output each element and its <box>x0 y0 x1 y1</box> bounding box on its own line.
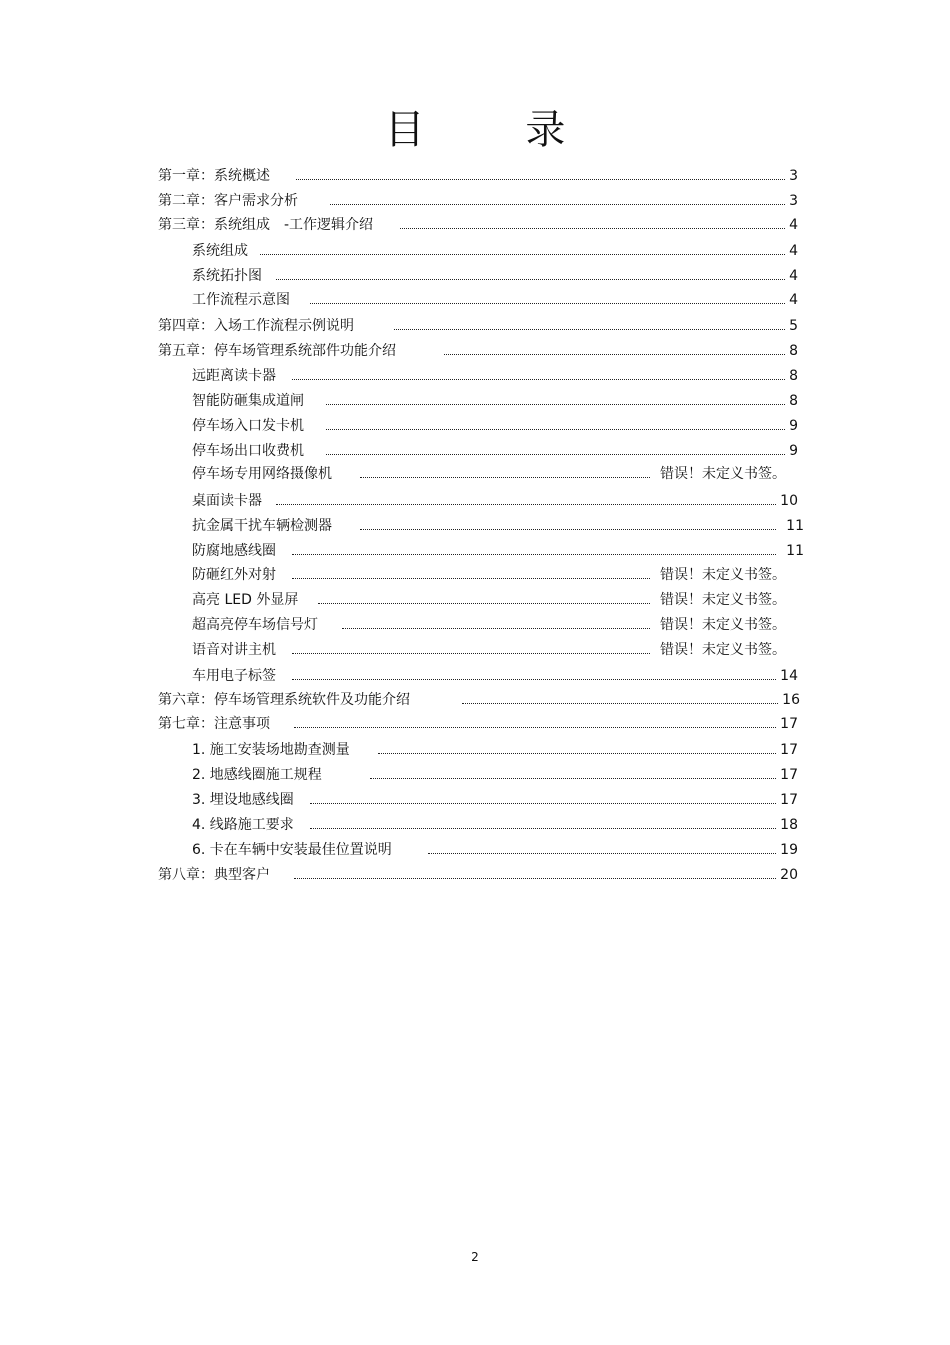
toc-leader <box>292 567 650 579</box>
toc-entry[interactable] <box>192 740 798 760</box>
toc-leader <box>310 292 785 304</box>
toc-entry-page: 8 <box>789 343 798 359</box>
toc-leader <box>394 318 785 330</box>
toc-entry-label: 系统组成 <box>192 243 248 259</box>
toc-entry-page: 20 <box>780 867 798 883</box>
toc-entry-page: 3 <box>789 193 798 209</box>
page-number: 2 <box>471 1250 479 1264</box>
toc-leader <box>326 393 785 405</box>
toc-entry[interactable] <box>192 464 786 484</box>
toc-entry[interactable] <box>192 541 804 561</box>
toc-entry-label: 停车场入口发卡机 <box>192 418 304 434</box>
toc-leader <box>310 792 776 804</box>
toc-entry-page: 18 <box>780 817 798 833</box>
toc-entry-page: 14 <box>780 668 798 684</box>
toc-entry-label: 语音对讲主机 <box>192 642 276 658</box>
toc-entry-label: 第一章：系统概述 <box>158 168 270 184</box>
toc-entry-label: 智能防砸集成道闸 <box>192 393 304 409</box>
toc-leader <box>330 193 785 205</box>
toc-entry[interactable] <box>192 491 798 511</box>
toc-entry-page: 17 <box>780 742 798 758</box>
toc-entry-label: 停车场出口收费机 <box>192 443 304 459</box>
toc-entry-page: 错误！未定义书签。 <box>660 642 786 658</box>
toc-entry-label: 高亮 LED 外显屏 <box>192 592 299 608</box>
toc-leader <box>370 767 776 779</box>
toc-entry-page: 17 <box>780 716 798 732</box>
toc-entry-label: 第三章：系统组成 -工作逻辑介绍 <box>158 217 374 233</box>
toc-entry-label: 第八章：典型客户 <box>158 867 270 883</box>
toc-entry-label: 第六章：停车场管理系统软件及功能介绍 <box>158 692 410 708</box>
toc-entry[interactable] <box>192 416 798 436</box>
toc-entry-page: 4 <box>789 243 798 259</box>
toc-leader <box>326 418 785 430</box>
toc-entry-label: 第七章：注意事项 <box>158 716 270 732</box>
toc-entry[interactable] <box>158 714 798 734</box>
toc-entry-page: 5 <box>789 318 798 334</box>
toc-entry-page: 11 <box>786 543 804 559</box>
toc-leader <box>378 742 776 754</box>
toc-leader <box>444 343 785 355</box>
toc-entry-page: 错误！未定义书签。 <box>660 592 786 608</box>
toc-entry-label: 防腐地感线圈 <box>192 543 276 559</box>
toc-entry[interactable] <box>158 191 798 211</box>
toc-entry[interactable] <box>158 341 798 361</box>
toc-entry[interactable] <box>192 790 798 810</box>
toc-entry-label: 第二章：客户需求分析 <box>158 193 298 209</box>
toc-leader <box>326 443 785 455</box>
toc-entry-label: 停车场专用网络摄像机 <box>192 466 332 482</box>
toc-entry[interactable] <box>158 690 800 710</box>
toc-leader <box>294 867 776 879</box>
toc-entry-page: 8 <box>789 393 798 409</box>
toc-entry[interactable] <box>192 666 798 686</box>
toc-entry-page: 9 <box>789 443 798 459</box>
toc-leader <box>462 692 778 704</box>
toc-entry-label: 车用电子标签 <box>192 668 276 684</box>
toc-entry[interactable] <box>192 565 786 585</box>
toc-entry[interactable] <box>192 290 798 310</box>
toc-entry[interactable] <box>192 391 798 411</box>
toc-entry-page: 17 <box>780 792 798 808</box>
toc-entry-page: 8 <box>789 368 798 384</box>
toc-entry-label: 桌面读卡器 <box>192 493 262 509</box>
toc-entry-label: 4. 线路施工要求 <box>192 817 294 833</box>
toc-entry-label: 3. 埋设地感线圈 <box>192 792 294 808</box>
toc-leader <box>276 493 776 505</box>
toc-entry[interactable] <box>192 840 798 860</box>
toc-entry[interactable] <box>192 765 798 785</box>
toc-leader <box>292 543 776 555</box>
toc-leader <box>260 243 785 255</box>
toc-entry-page: 3 <box>789 168 798 184</box>
toc-entry[interactable] <box>158 316 798 336</box>
toc-entry-label: 远距离读卡器 <box>192 368 276 384</box>
toc-entry[interactable] <box>158 215 798 235</box>
toc-entry-page: 4 <box>789 268 798 284</box>
toc-leader <box>400 217 785 229</box>
toc-entry-page: 19 <box>780 842 798 858</box>
toc-entry-page: 错误！未定义书签。 <box>660 617 786 633</box>
toc-leader <box>292 368 785 380</box>
toc-entry[interactable] <box>192 441 798 461</box>
toc-entry-label: 抗金属干扰车辆检测器 <box>192 518 332 534</box>
toc-entry[interactable] <box>192 241 798 261</box>
toc-leader <box>360 518 776 530</box>
toc-entry-label: 6. 卡在车辆中安装最佳位置说明 <box>192 842 392 858</box>
toc-entry[interactable] <box>158 865 798 885</box>
toc-entry-page: 9 <box>789 418 798 434</box>
toc-entry-page: 错误！未定义书签。 <box>660 466 786 482</box>
toc-entry-page: 4 <box>789 217 798 233</box>
toc-entry-label: 1. 施工安装场地勘查测量 <box>192 742 350 758</box>
toc-entry[interactable] <box>192 815 798 835</box>
toc-entry[interactable] <box>192 615 786 635</box>
toc-leader <box>276 268 785 280</box>
toc-entry[interactable] <box>192 590 786 610</box>
toc-entry-label: 2. 地感线圈施工规程 <box>192 767 322 783</box>
toc-leader <box>296 168 785 180</box>
toc-entry[interactable] <box>192 516 804 536</box>
toc-entry-page: 11 <box>786 518 804 534</box>
toc-leader <box>310 817 776 829</box>
toc-leader <box>292 642 650 654</box>
toc-entry-page: 4 <box>789 292 798 308</box>
toc-entry-label: 超高亮停车场信号灯 <box>192 617 318 633</box>
toc-entry-label: 防砸红外对射 <box>192 567 276 583</box>
toc-entry[interactable] <box>192 366 798 386</box>
toc-entry-page: 17 <box>780 767 798 783</box>
toc-entry-page: 16 <box>782 692 800 708</box>
toc-title: 目 录 <box>384 107 610 153</box>
toc-leader <box>292 668 776 680</box>
toc-entry-page: 错误！未定义书签。 <box>660 567 786 583</box>
toc-leader <box>428 842 776 854</box>
toc-leader <box>318 592 650 604</box>
toc-entry-label: 第四章：入场工作流程示例说明 <box>158 318 354 334</box>
toc-entry-label: 工作流程示意图 <box>192 292 290 308</box>
toc-leader <box>360 466 650 478</box>
toc-entry[interactable] <box>158 166 798 186</box>
toc-leader <box>294 716 776 728</box>
toc-entry[interactable] <box>192 640 786 660</box>
toc-entry-label: 系统拓扑图 <box>192 268 262 284</box>
toc-leader <box>342 617 650 629</box>
toc-entry-label: 第五章：停车场管理系统部件功能介绍 <box>158 343 396 359</box>
toc-entry-page: 10 <box>780 493 798 509</box>
toc-entry[interactable] <box>192 266 798 286</box>
